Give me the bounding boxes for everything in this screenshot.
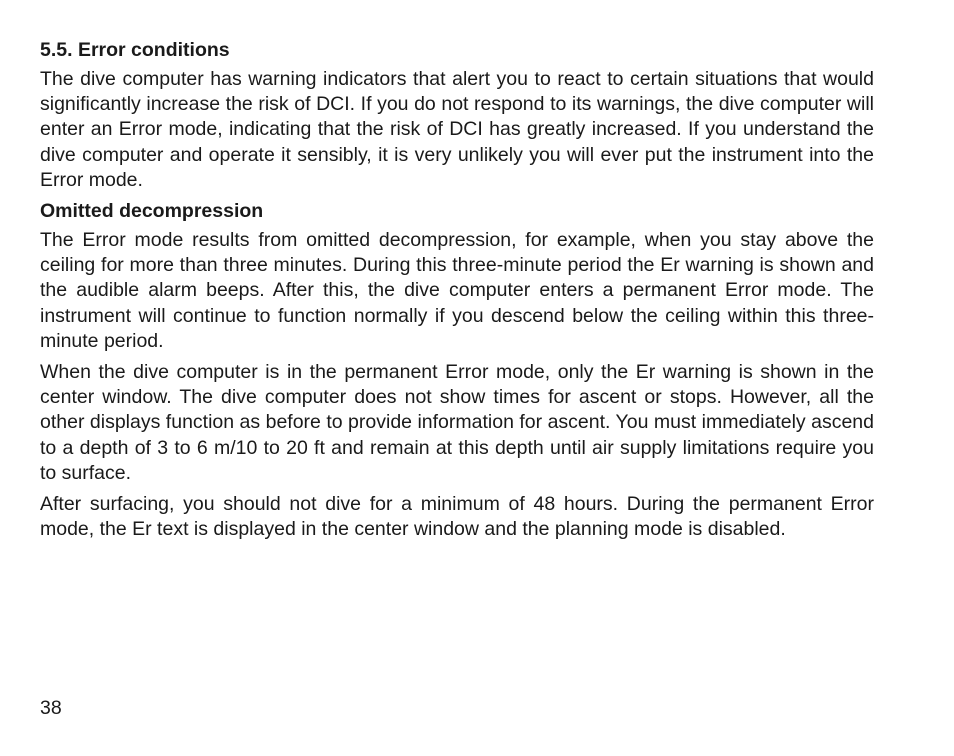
body-paragraph: The Error mode results from omitted decompression, for example, when you stay above the ceiling for more than three minutes. During this three-minute period the Er warning is shown and the audible alarm beeps. After this, the dive computer enters a permanent Error mode. The instrument will continue to function normally if you descend below the ceiling within this three-minute period.	[40, 229, 874, 352]
body-paragraph: When the dive computer is in the permanent Error mode, only the Er warning is shown in the center window. The dive computer does not show times for ascent or stops. However, all the other displays function as before to provide information for ascent. You must immediately ascend to a depth of 3 to 6 m/10 to 20 ft and remain at this depth until air supply limitations require you to surface.	[40, 361, 874, 484]
document-page	[40, 38, 874, 548]
body-paragraph: After surfacing, you should not dive for a minimum of 48 hours. During the permanent Error mode, the Er text is displayed in the center window and the planning mode is disabled.	[40, 493, 874, 541]
page-number: 38	[40, 697, 62, 719]
section-heading: 5.5. Error conditions	[40, 39, 230, 61]
subsection-heading: Omitted decompression	[40, 200, 264, 223]
intro-paragraph: The dive computer has warning indicators that alert you to react to certain situations that would significantly increase the risk of DCI. If you do not respond to its warnings, the dive computer will enter an Error mode, indicating that the risk of DCI has greatly increased. If you understand the dive computer and operate it sensibly, it is very unlikely you will ever put the instrument into the Error mode.	[40, 68, 874, 191]
